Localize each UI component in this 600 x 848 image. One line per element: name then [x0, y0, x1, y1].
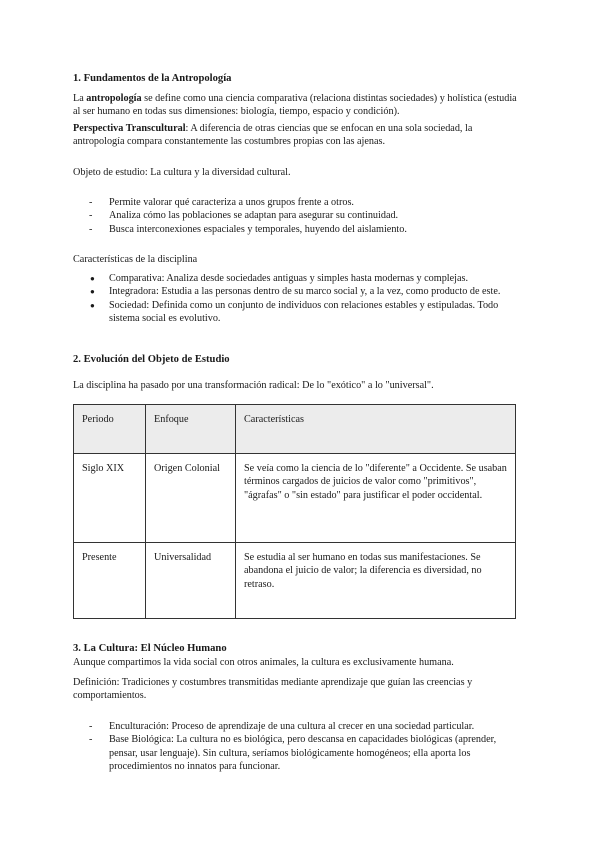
caracteristicas-title: Características de la disciplina — [73, 254, 198, 265]
objeto-de-estudio: Objeto de estudio: La cultura y la diversidad cultural. — [73, 167, 291, 178]
table-cell: Se estudia al ser humano en todas sus manifestaciones. Se abandona el juicio de valor; la diferencia es diversidad, no retraso. — [236, 543, 516, 619]
definicion-paragraph: Definición: Tradiciones y costumbres transmitidas mediante aprendizaje que guían las creencias y comportamientos. — [73, 677, 473, 702]
cultura-list — [73, 720, 521, 774]
table-header-cell: Periodo — [74, 405, 146, 454]
list-item: - Base Biológica: La cultura no es biológica, pero descansa en capacidades biológicas (aprender, pensar, usar lenguaje). Sin cultura, seríamos biológicamente homogéneos; ella aporta los procedimientos no innatos para funcionar. — [73, 733, 521, 773]
list-item: - Busca interconexiones espaciales y temporales, huyendo del aislamiento. — [73, 223, 521, 236]
perspectiva-paragraph: Perspectiva Transcultural: A diferencia de otras ciencias que se enfocan en una sola sociedad, la antropología compara constantemente las costumbres propias con las ajenas. — [73, 123, 473, 148]
table-cell: Presente — [74, 543, 146, 619]
term-antropologia: antropología — [86, 93, 142, 104]
section-1-heading: 1. Fundamentos de la Antropología — [73, 73, 232, 84]
list-item: - Enculturación: Proceso de aprendizaje de una cultura al crecer en una sociedad particular. — [73, 720, 521, 733]
table-cell: Siglo XIX — [74, 454, 146, 543]
section-3-intro: Aunque compartimos la vida social con otros animales, la cultura es exclusivamente humana. — [73, 657, 454, 668]
table-row — [74, 454, 516, 543]
list-item: - Analiza cómo las poblaciones se adaptan para asegurar su continuidad. — [73, 209, 521, 222]
table-header-cell: Enfoque — [146, 405, 236, 454]
intro-paragraph: La antropología se define como una ciencia comparativa (relaciona distintas sociedades) y holística (estudia al ser humano en todas sus dimensiones: biología, tiempo, espacio y condición). — [73, 93, 517, 118]
section-2-heading: 2. Evolución del Objeto de Estudio — [73, 354, 230, 365]
term-perspectiva: Perspectiva Transcultural — [73, 123, 186, 134]
table-cell: Universalidad — [146, 543, 236, 619]
list-item: ● Integradora: Estudia a las personas dentro de su marco social y, a la vez, como producto de este. — [73, 285, 521, 298]
table-cell: Se veía como la ciencia de lo "diferente" a Occidente. Se usaban términos cargados de juicios de valor como "primitivos", "ágrafas" o "sin estado" para justificar el poder occidental. — [236, 454, 516, 543]
objeto-list — [73, 196, 521, 236]
list-item: ● Sociedad: Definida como un conjunto de individuos con relaciones estables y estipuladas. Todo sistema social es evolutivo. — [73, 299, 521, 326]
table-header-cell: Características — [236, 405, 516, 454]
evolution-table — [73, 404, 516, 619]
table-cell: Origen Colonial — [146, 454, 236, 543]
table-row — [74, 543, 516, 619]
list-item: ● Comparativa: Analiza desde sociedades antiguas y simples hasta modernas y complejas. — [73, 272, 521, 285]
table-header-row — [74, 405, 516, 454]
caracteristicas-list — [73, 272, 521, 326]
list-item: - Permite valorar qué caracteriza a unos grupos frente a otros. — [73, 196, 521, 209]
section-2-intro: La disciplina ha pasado por una transformación radical: De lo "exótico" a lo "universal". — [73, 380, 434, 391]
section-3-heading: 3. La Cultura: El Núcleo Humano — [73, 643, 227, 654]
